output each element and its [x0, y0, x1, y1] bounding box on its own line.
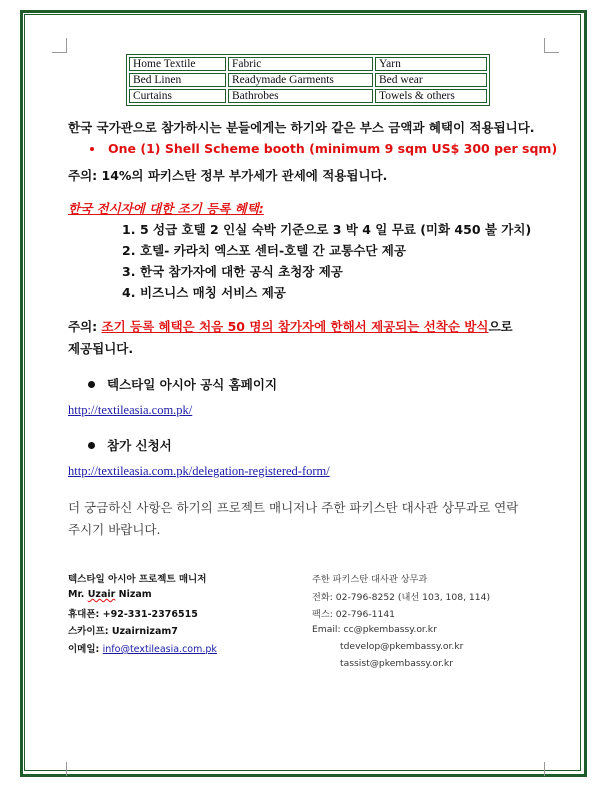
bullet-icon	[88, 381, 95, 388]
manager-title: 텍스타일 아시아 프로젝트 매니저	[68, 574, 207, 585]
name-first: Uzair	[87, 589, 116, 600]
embassy-email-1[interactable]: cc@pkembassy.or.kr	[343, 624, 437, 635]
benefit-text: 비즈니스 매칭 서비스 제공	[140, 285, 286, 300]
email-label: 이메일:	[68, 644, 103, 655]
embassy-title: 주한 파키스탄 대사관 상무과	[312, 574, 428, 585]
benefit-item	[122, 262, 343, 280]
table-cell: Bed Linen	[129, 73, 226, 87]
table-row	[129, 57, 487, 71]
table-cell: Home Textile	[129, 57, 226, 71]
benefit-number: 1.	[122, 222, 136, 237]
intro-text: 한국 국가관으로 참가하시는 분들에게는 하기와 같은 부스 금액과 혜택이 적용됩니다.	[68, 120, 535, 135]
homepage-link[interactable]: http://textileasia.com.pk/	[68, 403, 193, 417]
homepage-label: 텍스타일 아시아 공식 홈페이지	[107, 377, 278, 392]
homepage-bullet	[88, 375, 277, 393]
early-bird-title: 한국 전시자에 대한 조기 등록 혜택:	[68, 201, 264, 216]
name-last: Nizam	[115, 589, 152, 600]
embassy-email-row	[312, 624, 437, 635]
table-cell: Readymade Garments	[228, 73, 373, 87]
benefit-item	[122, 283, 286, 301]
email-label: Email:	[312, 624, 344, 635]
application-form-link[interactable]: http://textileasia.com.pk/delegation-registered-form/	[68, 464, 330, 478]
benefit-text: 호텔- 카라치 엑스포 센터-호텔 간 교통수단 제공	[140, 243, 406, 258]
table-cell: Curtains	[129, 89, 226, 103]
manager-phone: 휴대폰: +92-331-2376515	[68, 609, 198, 620]
closing-line-1: 더 궁금하신 사항은 하기의 프로젝트 매니저나 주한 파키스탄 대사관 상무과로 연락	[68, 500, 519, 515]
benefit-item	[122, 241, 406, 259]
booth-bullet	[90, 141, 557, 156]
booth-text: One (1) Shell Scheme booth (minimum 9 sqm US$ 300 per sqm)	[108, 141, 558, 156]
benefit-number: 4.	[122, 285, 136, 300]
benefit-text: 한국 참가자에 대한 공식 초청장 제공	[140, 264, 343, 279]
table-cell: Yarn	[375, 57, 487, 71]
benefit-text: 5 성급 호텔 2 인실 숙박 기준으로 3 박 4 일 무료 (미화 450 불 가치)	[140, 222, 532, 237]
table-row	[129, 89, 487, 103]
notice-line	[68, 317, 513, 335]
notice-line-2: 제공됩니다.	[68, 341, 134, 356]
table-cell: Bed wear	[375, 73, 487, 87]
closing-line-2: 주시기 바랍니다.	[68, 522, 161, 537]
table-cell: Bathrobes	[228, 89, 373, 103]
embassy-email-2[interactable]: tdevelop@pkembassy.or.kr	[340, 641, 464, 652]
crop-mark	[544, 38, 559, 53]
crop-mark	[52, 38, 67, 53]
notice-prefix: 주의:	[68, 319, 102, 334]
embassy-email-3[interactable]: tassist@pkembassy.or.kr	[340, 658, 454, 669]
notice-highlight: 조기 등록 혜택은 처음 50 명의 참가자에 한해서 제공되는 선착순 방식	[101, 319, 489, 334]
application-label: 참가 신청서	[107, 438, 172, 453]
name-prefix: Mr.	[68, 589, 88, 600]
manager-email-link[interactable]: info@textileasia.com.pk	[102, 644, 217, 655]
product-category-table	[126, 54, 490, 106]
table-row	[129, 73, 487, 87]
vat-note: 주의: 14%의 파키스탄 정부 부가세가 관세에 적용됩니다.	[68, 168, 388, 183]
bullet-icon	[90, 147, 94, 151]
bullet-icon	[88, 442, 95, 449]
embassy-phone: 전화: 02-796-8252 (내선 103, 108, 114)	[312, 592, 491, 603]
benefit-number: 3.	[122, 264, 136, 279]
table-cell: Fabric	[228, 57, 373, 71]
crop-mark	[544, 762, 559, 776]
manager-skype: 스카이프: Uzairnizam7	[68, 626, 178, 637]
table-cell: Towels & others	[375, 89, 487, 103]
notice-suffix: 으로	[488, 319, 513, 334]
benefit-number: 2.	[122, 243, 136, 258]
manager-email-row	[68, 641, 217, 655]
application-bullet	[88, 436, 172, 454]
crop-mark	[52, 762, 67, 776]
manager-name	[68, 589, 152, 600]
embassy-fax: 팩스: 02-796-1141	[312, 609, 396, 620]
benefit-item	[122, 220, 531, 238]
